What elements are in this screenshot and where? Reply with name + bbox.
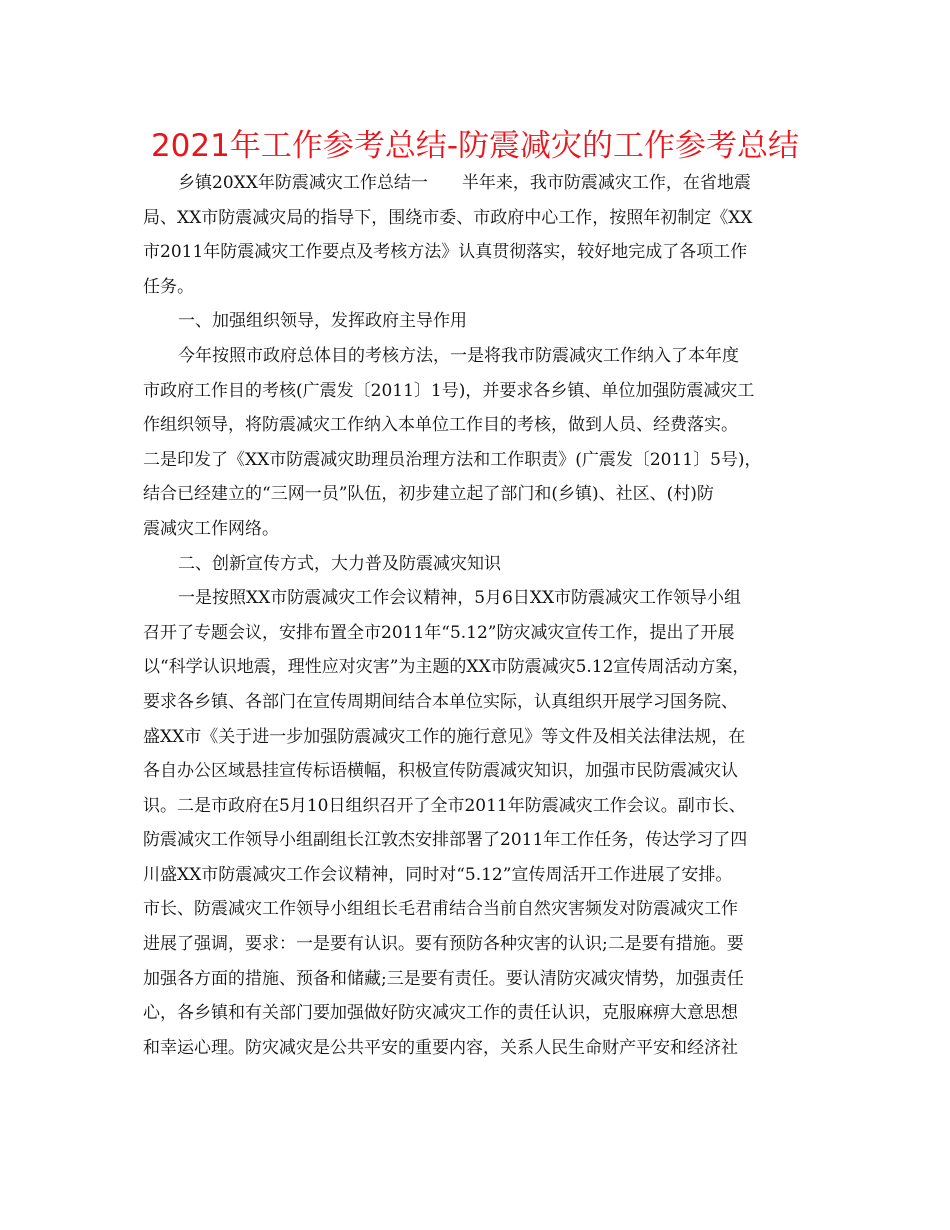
paragraph-line: 防震减灾工作领导小组副组长江敦杰安排部署了2011年工作任务，传达学习了四 — [143, 830, 748, 851]
paragraph-line: 一是按照XX市防震减灾工作会议精神，5月6日XX市防震减灾工作领导小组 — [178, 588, 742, 609]
paragraph-line: 和幸运心理。防灾减灾是公共平安的重要内容，关系人民生命财产平安和经济社 — [143, 1037, 738, 1058]
paragraph-line: 局、XX市防震减灾局的指导下，围绕市委、市政府中心工作，按照年初制定《XX — [143, 207, 753, 228]
paragraph-line: 以“科学认识地震，理性应对灾害”为主题的XX市防震减灾5.12宣传周活动方案， — [143, 657, 750, 678]
paragraph-line: 各自办公区域悬挂宣传标语横幅，积极宣传防震减灾知识，加强市民防震减灾认 — [143, 761, 738, 782]
section-heading: 一、加强组织领导，发挥政府主导作用 — [178, 311, 467, 332]
paragraph-line: 心，各乡镇和有关部门要加强做好防灾减灾工作的责任认识，克服麻痹大意思想 — [143, 1003, 738, 1024]
paragraph-line: 市2011年防震减灾工作要点及考核方法》认真贯彻落实，较好地完成了各项工作 — [143, 242, 748, 263]
paragraph-line: 盛XX市《关于进一步加强防震减灾工作的施行意见》等文件及相关法律法规，在 — [143, 726, 746, 747]
paragraph-line: 要求各乡镇、各部门在宣传周期间结合本单位实际，认真组织开展学习国务院、 — [143, 691, 738, 712]
paragraph-line: 召开了专题会议，安排布置全市2011年“5.12”防灾减灾宣传工作，提出了开展 — [143, 622, 735, 643]
paragraph-line: 震减灾工作网络。 — [143, 518, 279, 539]
paragraph-line: 进展了强调，要求：一是要有认识。要有预防各种灾害的认识;二是要有措施。要 — [143, 934, 744, 955]
paragraph-line: 作组织领导，将防震减灾工作纳入本单位工作目的考核，做到人员、经费落实。 — [143, 415, 738, 436]
section-heading: 二、创新宣传方式，大力普及防震减灾知识 — [178, 553, 501, 574]
document-title: 2021年工作参考总结-防震减灾的工作参考总结 — [150, 128, 800, 164]
paragraph-line: 加强各方面的措施、预备和储藏;三是要有责任。要认清防灾减灾情势，加强责任 — [143, 968, 744, 989]
paragraph-line: 市政府工作目的考核(广震发〔2011〕1号)，并要求各乡镇、单位加强防震减灾工 — [143, 380, 755, 401]
paragraph-line: 今年按照市政府总体目的考核方法，一是将我市防震减灾工作纳入了本年度 — [178, 345, 739, 366]
paragraph-line: 结合已经建立的“三网一员”队伍，初步建立起了部门和(乡镇)、社区、(村)防 — [143, 484, 714, 505]
paragraph-line: 川盛XX市防震减灾工作会议精神，同时对“5.12”宣传周活开工作进展了安排。 — [143, 864, 733, 885]
paragraph-line: 乡镇20XX年防震减灾工作总结一 半年来，我市防震减灾工作，在省地震 — [178, 173, 751, 193]
paragraph-line: 任务。 — [143, 276, 194, 297]
paragraph-line: 市长、防震减灾工作领导小组组长毛君甫结合当前自然灾害频发对防震减灾工作 — [143, 899, 738, 920]
paragraph-line: 识。二是市政府在5月10日组织召开了全市2011年防震减灾工作会议。副市长、 — [143, 795, 746, 816]
document-body — [143, 166, 823, 1065]
paragraph-line: 二是印发了《XX市防震减灾助理员治理方法和工作职责》(广震发〔2011〕5号)， — [143, 449, 762, 470]
